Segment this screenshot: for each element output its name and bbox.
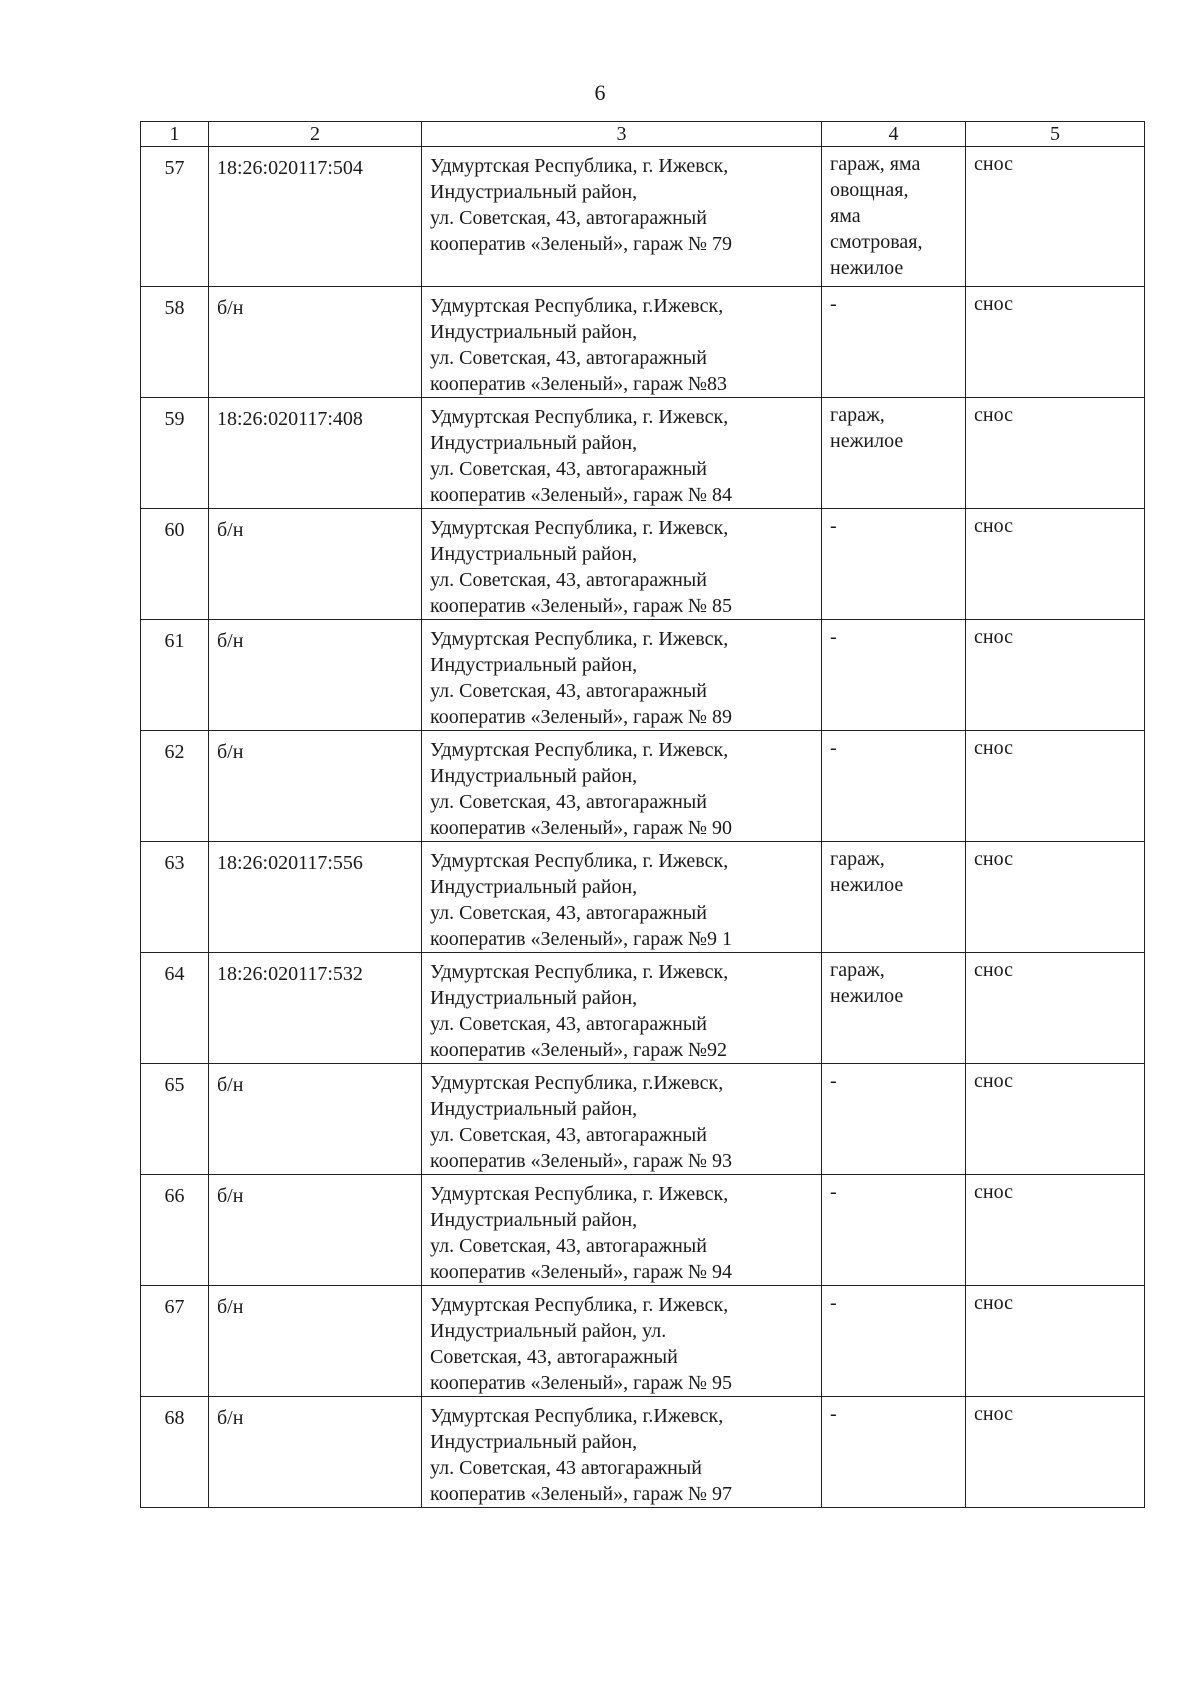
object-type-cell: [822, 842, 966, 953]
object-type-cell: [822, 620, 966, 731]
table-row: [141, 620, 1145, 731]
address-line: ул. Советская, 43, автогаражный: [430, 1235, 707, 1257]
action-cell: снос: [966, 953, 1145, 1064]
page-number: 6: [594, 80, 606, 105]
address-line: ул. Советская, 43, автогаражный: [430, 902, 707, 924]
address-line: Советская, 43, автогаражный: [430, 1346, 678, 1368]
address-line: Удмуртская Республика, г. Ижевск,: [430, 739, 729, 761]
column-header-2: 2: [209, 122, 422, 147]
address-cell: [422, 1064, 822, 1175]
address-line: кооператив «Зеленый», гараж № 89: [430, 706, 732, 728]
cadastral-number: 18:26:020117:408: [209, 398, 422, 509]
address-line: Удмуртская Республика, г. Ижевск,: [430, 850, 729, 872]
table-row: [141, 953, 1145, 1064]
object-type-cell: [822, 1175, 966, 1286]
address-line: ул. Советская, 43, автогаражный: [430, 458, 707, 480]
cadastral-number: 18:26:020117:556: [209, 842, 422, 953]
row-number: 67: [141, 1286, 209, 1397]
address-line: ул. Советская, 43, автогаражный: [430, 569, 707, 591]
address-line: кооператив «Зеленый», гараж № 85: [430, 595, 732, 617]
address-line: кооператив «Зеленый», гараж № 95: [430, 1372, 732, 1394]
row-number: 59: [141, 398, 209, 509]
row-number: 57: [141, 147, 209, 287]
row-number: 62: [141, 731, 209, 842]
table-body: [141, 147, 1145, 1508]
action-cell: снос: [966, 147, 1145, 287]
action-cell: снос: [966, 398, 1145, 509]
column-header-4: 4: [822, 122, 966, 147]
address-line: Индустриальный район,: [430, 765, 638, 787]
address-line: Удмуртская Республика, г. Ижевск,: [430, 1183, 729, 1205]
address-line: ул. Советская, 43, автогаражный: [430, 791, 707, 813]
address-line: Удмуртская Республика, г.Ижевск,: [430, 1405, 724, 1427]
address-line: Индустриальный район,: [430, 181, 638, 203]
object-type-line: овощная,: [830, 179, 909, 201]
cadastral-number: 18:26:020117:504: [209, 147, 422, 287]
address-line: кооператив «Зеленый», гараж № 84: [430, 484, 732, 506]
address-cell: [422, 1397, 822, 1508]
address-cell: [422, 287, 822, 398]
cadastral-number: б/н: [209, 287, 422, 398]
table-row: [141, 147, 1145, 287]
address-line: Удмуртская Республика, г. Ижевск,: [430, 155, 729, 177]
table-row: [141, 1175, 1145, 1286]
address-line: Удмуртская Республика, г. Ижевск,: [430, 406, 729, 428]
address-line: кооператив «Зеленый», гараж №9 1: [430, 928, 732, 950]
address-cell: [422, 953, 822, 1064]
cadastral-number: 18:26:020117:532: [209, 953, 422, 1064]
row-number: 60: [141, 509, 209, 620]
object-type-line: гараж, яма: [830, 153, 921, 175]
table-row: [141, 842, 1145, 953]
address-line: Индустриальный район,: [430, 432, 638, 454]
action-cell: снос: [966, 1064, 1145, 1175]
address-line: Удмуртская Республика, г. Ижевск,: [430, 517, 729, 539]
address-line: кооператив «Зеленый», гараж № 90: [430, 817, 732, 839]
address-line: Индустриальный район,: [430, 321, 638, 343]
action-cell: снос: [966, 731, 1145, 842]
cadastral-number: б/н: [209, 509, 422, 620]
object-type-line: -: [830, 1403, 837, 1425]
object-type-cell: [822, 1286, 966, 1397]
address-line: Удмуртская Республика, г.Ижевск,: [430, 295, 724, 317]
address-line: ул. Советская, 43, автогаражный: [430, 680, 707, 702]
object-type-line: -: [830, 626, 837, 648]
address-line: ул. Советская, 43, автогаражный: [430, 1013, 707, 1035]
object-type-line: -: [830, 293, 837, 315]
object-type-cell: [822, 147, 966, 287]
object-type-cell: [822, 509, 966, 620]
object-type-cell: [822, 398, 966, 509]
address-line: ул. Советская, 43, автогаражный: [430, 347, 707, 369]
row-number: 65: [141, 1064, 209, 1175]
row-number: 68: [141, 1397, 209, 1508]
address-cell: [422, 731, 822, 842]
address-line: ул. Советская, 43 автогаражный: [430, 1457, 702, 1479]
action-cell: снос: [966, 842, 1145, 953]
row-number: 64: [141, 953, 209, 1064]
address-line: Индустриальный район,: [430, 1098, 638, 1120]
row-number: 61: [141, 620, 209, 731]
object-type-line: -: [830, 737, 837, 759]
cadastral-number: б/н: [209, 1286, 422, 1397]
action-cell: снос: [966, 509, 1145, 620]
action-cell: снос: [966, 287, 1145, 398]
object-type-line: гараж,: [830, 848, 885, 870]
address-line: кооператив «Зеленый», гараж № 93: [430, 1150, 732, 1172]
address-cell: [422, 1286, 822, 1397]
row-number: 63: [141, 842, 209, 953]
object-type-line: смотровая,: [830, 231, 923, 253]
column-header-1: 1: [141, 122, 209, 147]
object-type-cell: [822, 953, 966, 1064]
address-line: Индустриальный район, ул.: [430, 1320, 667, 1342]
address-line: кооператив «Зеленый», гараж №83: [430, 373, 727, 395]
address-line: Индустриальный район,: [430, 654, 638, 676]
table-row: [141, 509, 1145, 620]
object-type-line: -: [830, 1181, 837, 1203]
action-cell: снос: [966, 1397, 1145, 1508]
object-type-line: нежилое: [830, 985, 904, 1007]
address-line: ул. Советская, 43, автогаражный: [430, 207, 707, 229]
cadastral-number: б/н: [209, 1397, 422, 1508]
object-type-line: -: [830, 515, 837, 537]
address-line: кооператив «Зеленый», гараж №92: [430, 1039, 727, 1061]
address-line: Удмуртская Республика, г. Ижевск,: [430, 961, 729, 983]
address-line: Индустриальный район,: [430, 543, 638, 565]
address-cell: [422, 147, 822, 287]
row-number: 58: [141, 287, 209, 398]
table-row: [141, 1286, 1145, 1397]
action-cell: снос: [966, 620, 1145, 731]
address-line: кооператив «Зеленый», гараж № 97: [430, 1483, 732, 1505]
address-line: Индустриальный район,: [430, 1209, 638, 1231]
action-cell: снос: [966, 1286, 1145, 1397]
object-type-line: гараж,: [830, 959, 885, 981]
table-row: [141, 731, 1145, 842]
object-type-cell: [822, 287, 966, 398]
address-cell: [422, 1175, 822, 1286]
object-type-cell: [822, 1064, 966, 1175]
object-type-line: гараж,: [830, 404, 885, 426]
cadastral-number: б/н: [209, 1175, 422, 1286]
address-line: Удмуртская Республика, г.Ижевск,: [430, 1072, 724, 1094]
address-line: Удмуртская Республика, г. Ижевск,: [430, 628, 729, 650]
address-cell: [422, 398, 822, 509]
cadastral-number: б/н: [209, 731, 422, 842]
table-header-row: [141, 122, 1145, 147]
cadastral-number: б/н: [209, 1064, 422, 1175]
address-cell: [422, 509, 822, 620]
column-header-5: 5: [966, 122, 1145, 147]
property-table: [140, 121, 1145, 1508]
address-line: Индустриальный район,: [430, 1431, 638, 1453]
column-header-3: 3: [422, 122, 822, 147]
address-line: Индустриальный район,: [430, 987, 638, 1009]
table-row: [141, 287, 1145, 398]
address-line: Индустриальный район,: [430, 876, 638, 898]
address-line: кооператив «Зеленый», гараж № 79: [430, 233, 732, 255]
object-type-line: нежилое: [830, 874, 904, 896]
address-cell: [422, 842, 822, 953]
table-row: [141, 1397, 1145, 1508]
object-type-line: нежилое: [830, 430, 904, 452]
address-line: Удмуртская Республика, г. Ижевск,: [430, 1294, 729, 1316]
object-type-cell: [822, 1397, 966, 1508]
object-type-line: яма: [830, 205, 861, 227]
address-cell: [422, 620, 822, 731]
address-line: кооператив «Зеленый», гараж № 94: [430, 1261, 732, 1283]
table-row: [141, 398, 1145, 509]
object-type-line: -: [830, 1292, 837, 1314]
row-number: 66: [141, 1175, 209, 1286]
cadastral-number: б/н: [209, 620, 422, 731]
object-type-cell: [822, 731, 966, 842]
object-type-line: нежилое: [830, 257, 904, 279]
object-type-line: -: [830, 1070, 837, 1092]
address-line: ул. Советская, 43, автогаражный: [430, 1124, 707, 1146]
action-cell: снос: [966, 1175, 1145, 1286]
table-row: [141, 1064, 1145, 1175]
